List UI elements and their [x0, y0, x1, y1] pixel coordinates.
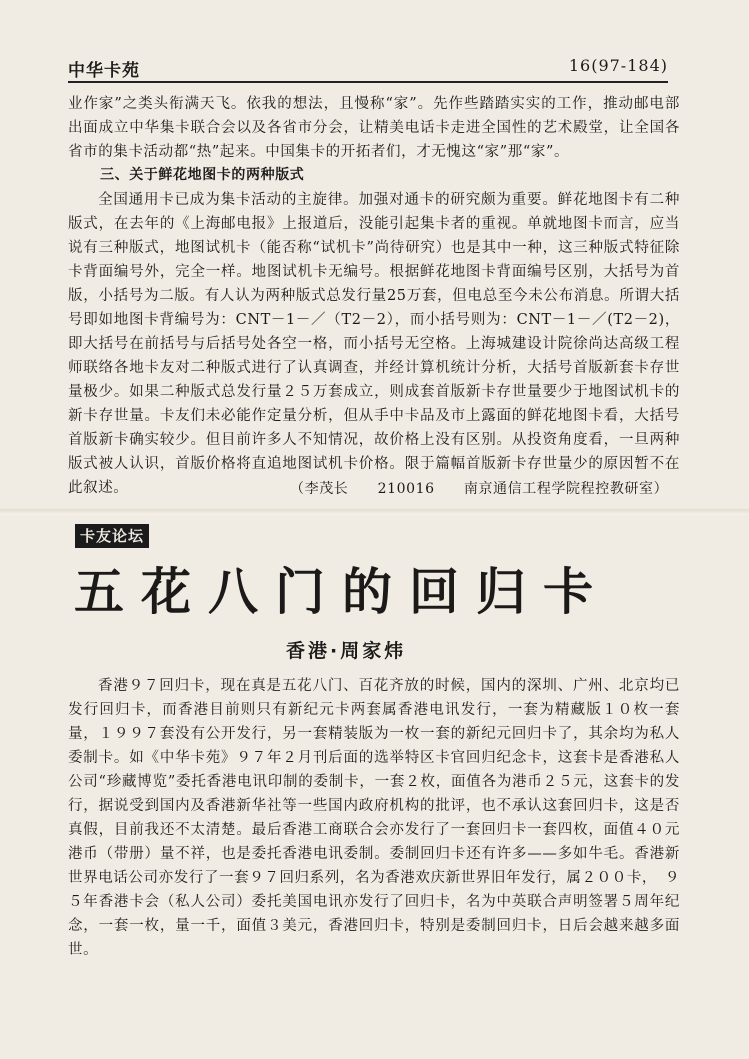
- article-body: 香港９７回归卡，现在真是五花八门、百花齐放的时候，国内的深圳、广州、北京均已发行回归卡，而香港目前则只有新纪元卡两套属香港电讯发行，一套为精藏版１０枚一套量，１９９７套没有公开发行，另一套精装版为一枚一套的新纪元回归卡了，其余均为私人委制卡。如《中华卡苑》９７年２月刊后面的选举特区卡官回归纪念卡，这套卡是香港私人公司“珍藏博览”委托香港电讯印制的委制卡，一套２枚，面值各为港币２５元，这套卡的发行，据说受到国内及香港新华社等一些国内政府机构的批评，也不承认这套回归卡，这是否真假，目前我还不太清楚。最后香港工商联合会亦发行了一套回归卡一套四枚，面值４０元港币（带册）量不祥，也是委托香港电讯委制。委制回归卡还有许多——多如牛毛。香港新世界电话公司亦发行了一套９７回归系列，名为香港欢庆新世界旧年发行，属２００卡， ９５年香港卡会（私人公司）委托美国电讯亦发行了回归卡，名为中英联合声明签署５周年纪念，一套一枚，量一千，面值３美元，香港回归卡，特别是委制回归卡，日后会越来越多面世。: [68, 678, 680, 958]
- article-byline: 香港·周家炜: [286, 640, 407, 662]
- article-title: 五花八门的回归卡: [74, 563, 610, 621]
- page-header: [68, 56, 668, 82]
- header-rule: [68, 81, 668, 83]
- page-fold-line: [0, 509, 749, 515]
- section-subheading: 三、关于鲜花地图卡的两种版式: [100, 167, 305, 183]
- magazine-name: 中华卡苑: [68, 61, 140, 81]
- previous-article-paragraph: 业作家”之类头衔满天飞。依我的想法，且慢称“家”。先作些踏踏实实的工作，推动邮电部出面成立中华集卡联合会以及各省市分会，让精美电话卡走进全国性的艺术殿堂，让全国各省市的集卡活动都“热”起来。中国集卡的开拓者们，才无愧这“家”那“家”。: [68, 96, 680, 160]
- author-signature: （李茂长 210016 南京通信工程学院程控教研室）: [290, 481, 669, 497]
- map-card-paragraph: 全国通用卡已成为集卡活动的主旋律。加强对通卡的研究颇为重要。鲜花地图卡有二种版式，在去年的《上海邮电报》上报道后，没能引起集卡者的重视。单就地图卡而言，应当说有三种版式，地图试机卡（能否称“试机卡”尚待研究）也是其中一种，这三种版式特征除卡背面编号外，完全一样。地图试机卡无编号。根据鲜花地图卡背面编号区别，大括号为首版，小括号为二版。有人认为两种版式总发行量25万套，但电总至今未公布消息。所谓大括号即如地图卡背编号为：CNT－1－／（T2－2），而小括号则为：CNT－1－／(T2－2)，即大括号在前括号与后括号处各空一格，而小括号无空格。上海城建设计院徐尚达高级工程师联络各地卡友对二种版式进行了认真调查，并经计算机统计分析，大括号首版新套卡存世量极少。如果二种版式总发行量２５万套成立，则成套首版新卡存世量要少于地图试机卡的新卡存世量。卡友们未必能作定量分析，但从手中卡品及市上露面的鲜花地图卡看，大括号首版新卡确实较少。但目前许多人不知情况，故价格上没有区别。从投资角度看，一旦两种版式被人认识，首版价格将直追地图试机卡价格。限于篇幅首版新卡存世量少的原因暂不在此叙述。: [68, 192, 680, 496]
- column-tag: 卡友论坛: [75, 524, 149, 548]
- page-number: 16(97-184): [568, 56, 668, 75]
